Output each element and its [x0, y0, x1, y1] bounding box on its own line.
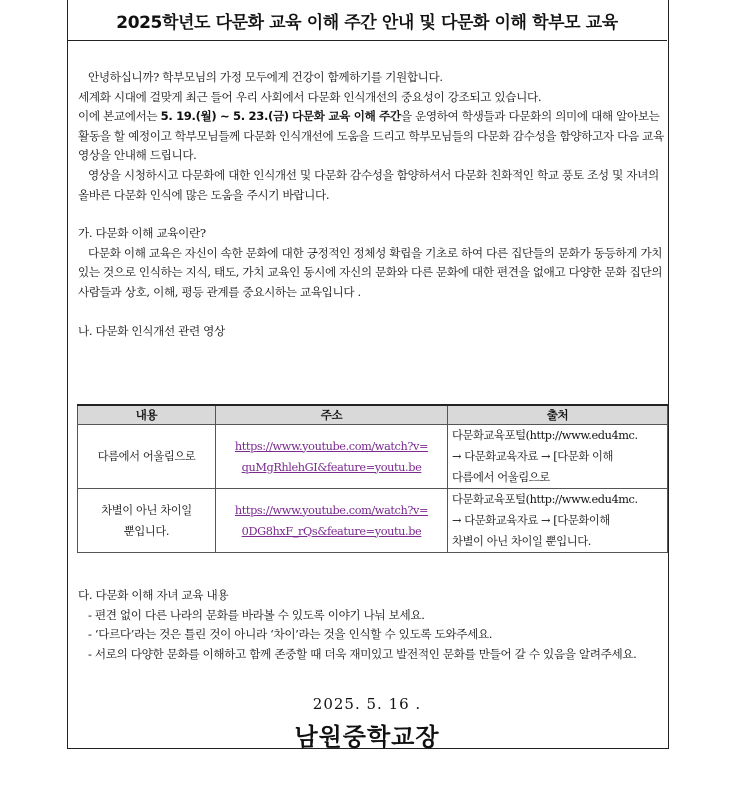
- section-b-heading: 나. 다문화 인식개선 관련 영상: [78, 323, 225, 338]
- section-c: [78, 586, 668, 664]
- list-item: - ‘다르다’라는 것은 틀린 것이 아니라 ‘차이’라는 것을 인식할 수 있도록 도와주세요.: [88, 627, 493, 642]
- video-link-line-1[interactable]: https://www.youtube.com/watch?v=: [234, 439, 429, 453]
- intro-p3-post: 을 운영하여 학생들과 다문화의 의미에 대해 알아보는 활동을 할 예정이고 학부모님들께 다문화 인식개선에 도움을 드리고 학부모님들의 다문화 감수성을 함양하고자 다음 교육 영상을 안내해 드립니다.: [78, 109, 664, 163]
- table-row: [78, 425, 668, 489]
- section-a-heading: 가. 다문화 이해 교육이란?: [78, 226, 206, 241]
- intro-p2-text: 세계화 시대에 걸맞게 최근 들어 우리 사회에서 다문화 인식개선의 중요성이 강조되고 있습니다.: [78, 89, 542, 104]
- title-box: [67, 0, 667, 41]
- video-source: [448, 489, 668, 553]
- source-line-3: 다름에서 어울림으로: [452, 471, 550, 484]
- source-line-1: 다문화교육포털(http://www.edu4mc.: [452, 429, 638, 442]
- document-title: 2025학년도 다문화 교육 이해 주간 안내 및 다문화 이해 학부모 교육: [116, 13, 618, 33]
- video-link[interactable]: [216, 425, 448, 489]
- video-title-line-1: 차별이 아닌 차이일: [101, 503, 192, 517]
- table-row: [78, 489, 668, 553]
- event-name: 다문화 교육 이해 주간: [292, 109, 401, 124]
- intro-paragraph-2: [78, 88, 668, 108]
- video-source: [448, 425, 668, 489]
- video-title: 다름에서 어울림으로: [78, 425, 216, 489]
- column-header-source: 출처: [448, 405, 668, 425]
- intro-p3-pre: 이에 본교에서는: [78, 109, 161, 124]
- tips-list: [78, 606, 668, 665]
- column-header-address: 주소: [216, 405, 448, 425]
- intro-greeting: 안녕하십니까? 학부모님의 가정 모두에게 건강이 함께하기를 기원합니다.: [88, 70, 443, 84]
- intro-paragraph-4: 영상을 시청하시고 다문화에 대한 인식개선 및 다문화 감수성을 함양하셔서 다문화 친화적인 학교 풍토 조성 및 자녀의 올바른 다문화 인식에 많은 도움을 주시기 바랍니다.: [78, 167, 659, 202]
- video-link[interactable]: [216, 489, 448, 553]
- school-principal: 남원중학교장: [294, 723, 440, 751]
- video-link-line-2[interactable]: 0DG8hxF_rQs&feature=youtu.be: [241, 524, 422, 538]
- video-table: [77, 404, 668, 553]
- video-link-line-1[interactable]: https://www.youtube.com/watch?v=: [234, 503, 429, 517]
- intro-section: [78, 68, 668, 341]
- list-item: - 서로의 다양한 문화를 이해하고 함께 존중할 때 더욱 재미있고 발전적인 문화를 만들어 갈 수 있음을 알려주세요.: [88, 646, 637, 661]
- video-title: [78, 489, 216, 553]
- source-line-3: 차별이 아닌 차이일 뿐입니다.: [452, 535, 591, 548]
- video-title-line-2: 뿐입니다.: [123, 524, 170, 538]
- section-c-heading: 다. 다문화 이해 자녀 교육 내용: [78, 588, 229, 602]
- source-line-2: → 다문화교육자료 → [다문화 이해: [452, 450, 614, 463]
- source-line-2: → 다문화교육자료 → [다문화이해: [452, 514, 610, 527]
- section-a-text: 다문화 이해 교육은 자신이 속한 문화에 대한 긍정적인 정체성 확립을 기초로 하여 다른 집단들의 문화가 동등하게 가치 있는 것으로 인식하는 지식, 태도, 가치 교육인 동시에 자신의 문화와 다른 문화에 대한 편견을 없애고 다양한 문화 집단의 사람들과 상호, 이해, 평등 관계를 중요시하는 교육입니다 .: [78, 245, 663, 299]
- column-header-content: 내용: [78, 405, 216, 425]
- event-dates: 5. 19.(월) ~ 5. 23.(금): [160, 109, 289, 124]
- video-link-line-2[interactable]: quMgRhlehGI&feature=youtu.be: [241, 460, 422, 474]
- list-item: - 편견 없이 다른 나라의 문화를 바라볼 수 있도록 이야기 나눠 보세요.: [88, 607, 425, 622]
- table-header-row: [78, 405, 668, 425]
- intro-paragraph-3: [78, 107, 668, 166]
- source-line-1: 다문화교육포털(http://www.edu4mc.: [452, 493, 638, 506]
- document-date: 2025. 5. 16 .: [312, 695, 422, 713]
